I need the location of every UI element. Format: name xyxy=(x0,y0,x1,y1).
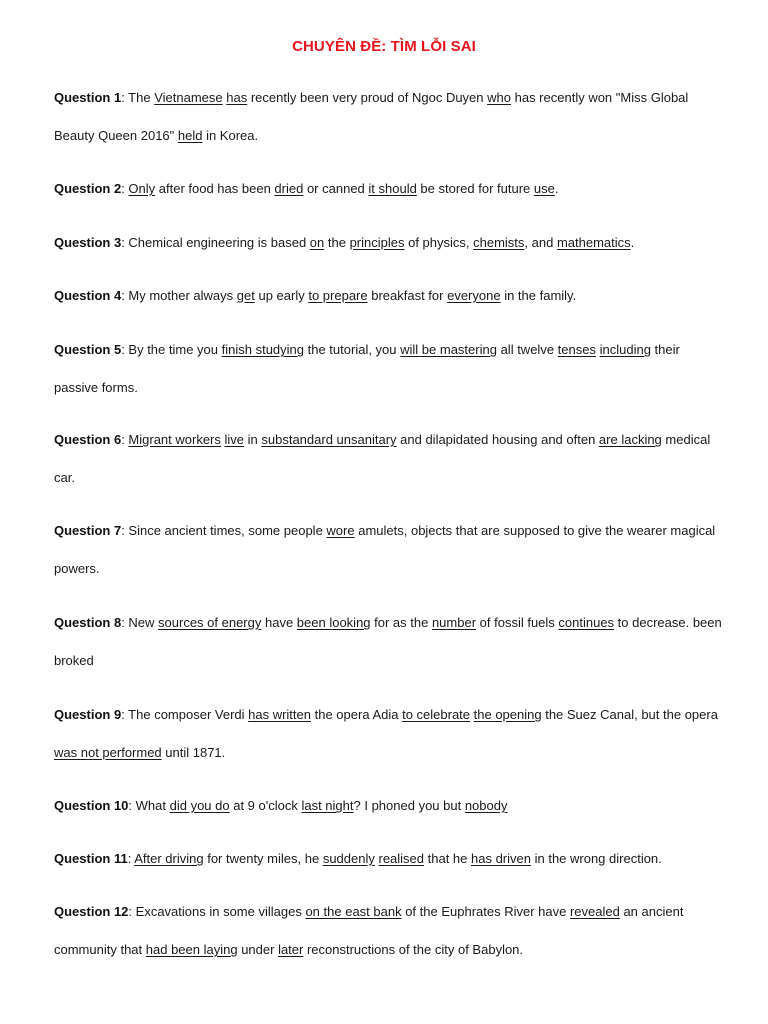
question-text: for twenty miles, he xyxy=(203,851,323,866)
question-text: : The composer Verdi xyxy=(121,707,249,722)
question-text: reconstructions of the city of Babylon. xyxy=(303,942,524,957)
underlined-option: chemists xyxy=(473,235,525,250)
underlined-option: realised xyxy=(378,851,425,866)
question-text: : The xyxy=(121,90,155,105)
underlined-option: finish studying xyxy=(221,342,305,357)
question-text: : Chemical engineering is based xyxy=(121,235,310,250)
question-text: an ancient community that xyxy=(54,904,684,957)
question-text: of physics, xyxy=(404,235,474,250)
question-text: : Since ancient times, some people xyxy=(121,523,327,538)
question-text: the tutorial, you xyxy=(304,342,401,357)
underlined-option: has written xyxy=(248,707,311,722)
underlined-option: has driven xyxy=(471,851,531,866)
question-text: : xyxy=(121,432,129,447)
question-text: up early xyxy=(254,288,309,303)
question-text: breakfast for xyxy=(367,288,448,303)
question-text: or canned xyxy=(303,181,369,196)
question-label: Question 6 xyxy=(54,432,122,447)
underlined-option: held xyxy=(177,128,203,143)
question-text: : What xyxy=(128,798,170,813)
underlined-option: Migrant workers xyxy=(128,432,221,447)
question-label: Question 2 xyxy=(54,181,122,196)
underlined-option: wore xyxy=(326,523,355,538)
underlined-option: Only xyxy=(128,181,156,196)
question-text: under xyxy=(237,942,279,957)
question-9 xyxy=(54,696,726,772)
question-label: Question 9 xyxy=(54,707,122,722)
question-3 xyxy=(54,224,726,262)
question-text: in the wrong direction. xyxy=(530,851,662,866)
underlined-option: substandard unsanitary xyxy=(261,432,397,447)
question-text: to decrease. been broked xyxy=(54,615,722,668)
question-text: until 1871. xyxy=(161,745,226,760)
underlined-option: will be mastering xyxy=(400,342,497,357)
question-text: : By the time you xyxy=(121,342,222,357)
question-text: that he xyxy=(424,851,471,866)
underlined-option: get xyxy=(236,288,255,303)
question-text: be stored for future xyxy=(416,181,534,196)
underlined-option: live xyxy=(224,432,245,447)
question-label: Question 4 xyxy=(54,288,122,303)
question-text: of fossil fuels xyxy=(476,615,559,630)
question-text: : My mother always xyxy=(121,288,237,303)
underlined-option: After driving xyxy=(134,851,204,866)
underlined-option: use xyxy=(533,181,555,196)
question-label: Question 3 xyxy=(54,235,122,250)
question-2 xyxy=(54,170,726,208)
underlined-option: Vietnamese xyxy=(154,90,223,105)
underlined-option: on the east bank xyxy=(305,904,402,919)
question-text: the Suez Canal, but the opera xyxy=(541,707,718,722)
question-text: at 9 o'clock xyxy=(229,798,302,813)
question-text: : xyxy=(121,181,129,196)
question-text: of the Euphrates River have xyxy=(401,904,570,919)
question-text: medical car. xyxy=(54,432,711,485)
question-text: after food has been xyxy=(155,181,275,196)
question-10 xyxy=(54,787,726,825)
underlined-option: suddenly xyxy=(322,851,375,866)
question-label: Question 11 xyxy=(54,851,128,866)
underlined-option: later xyxy=(278,942,304,957)
question-text: ? I phoned you but xyxy=(353,798,465,813)
underlined-option: did you do xyxy=(169,798,230,813)
question-text: : New xyxy=(121,615,159,630)
question-text: . xyxy=(630,235,635,250)
question-text: have xyxy=(261,615,297,630)
underlined-option: are lacking xyxy=(598,432,662,447)
underlined-option: had been laying xyxy=(145,942,238,957)
question-text: : Excavations in some villages xyxy=(128,904,306,919)
question-label: Question 7 xyxy=(54,523,122,538)
question-1 xyxy=(54,79,726,155)
question-label: Question 12 xyxy=(54,904,129,919)
underlined-option: who xyxy=(487,90,511,105)
underlined-option: on xyxy=(309,235,325,250)
question-11 xyxy=(54,840,726,878)
question-text: amulets, objects that are supposed to give the wearer magical powers. xyxy=(54,523,716,576)
question-text: , and xyxy=(524,235,557,250)
question-text: all twelve xyxy=(496,342,558,357)
underlined-option: been looking xyxy=(296,615,371,630)
underlined-option: to prepare xyxy=(308,288,368,303)
question-label: Question 5 xyxy=(54,342,122,357)
underlined-option: dried xyxy=(274,181,304,196)
underlined-option: sources of energy xyxy=(158,615,262,630)
question-text: in xyxy=(244,432,262,447)
question-8 xyxy=(54,604,726,680)
question-label: Question 8 xyxy=(54,615,122,630)
underlined-option: was not performed xyxy=(54,745,162,760)
question-label: Question 1 xyxy=(54,90,122,105)
question-text: the xyxy=(324,235,350,250)
underlined-option: including xyxy=(599,342,651,357)
question-text: the opera Adia xyxy=(311,707,403,722)
question-6 xyxy=(54,421,726,497)
underlined-option: number xyxy=(431,615,477,630)
question-text: for as the xyxy=(370,615,432,630)
underlined-option: revealed xyxy=(569,904,620,919)
question-text: : xyxy=(127,851,135,866)
question-text: has recently won "Miss Global Beauty Queen 2016" xyxy=(54,90,689,143)
underlined-option: everyone xyxy=(447,288,501,303)
document-title: CHUYÊN ĐỀ: TÌM LỖI SAI xyxy=(292,38,476,55)
question-text: in Korea. xyxy=(202,128,259,143)
question-4 xyxy=(54,277,726,315)
underlined-option: to celebrate xyxy=(402,707,471,722)
question-text: recently been very proud of Ngoc Duyen xyxy=(247,90,488,105)
question-12 xyxy=(54,893,726,969)
underlined-option: last night xyxy=(301,798,354,813)
question-text: their passive forms. xyxy=(54,342,680,395)
question-text: in the family. xyxy=(500,288,577,303)
underlined-option: tenses xyxy=(557,342,596,357)
question-7 xyxy=(54,512,726,588)
underlined-option: has xyxy=(226,90,248,105)
underlined-option: the opening xyxy=(473,707,542,722)
question-5 xyxy=(54,331,726,407)
underlined-option: mathematics xyxy=(556,235,631,250)
question-label: Question 10 xyxy=(54,798,129,813)
underlined-option: nobody xyxy=(464,798,508,813)
question-text: . xyxy=(554,181,559,196)
question-text: and dilapidated housing and often xyxy=(396,432,599,447)
underlined-option: continues xyxy=(558,615,615,630)
underlined-option: it should xyxy=(368,181,417,196)
underlined-option: principles xyxy=(349,235,405,250)
